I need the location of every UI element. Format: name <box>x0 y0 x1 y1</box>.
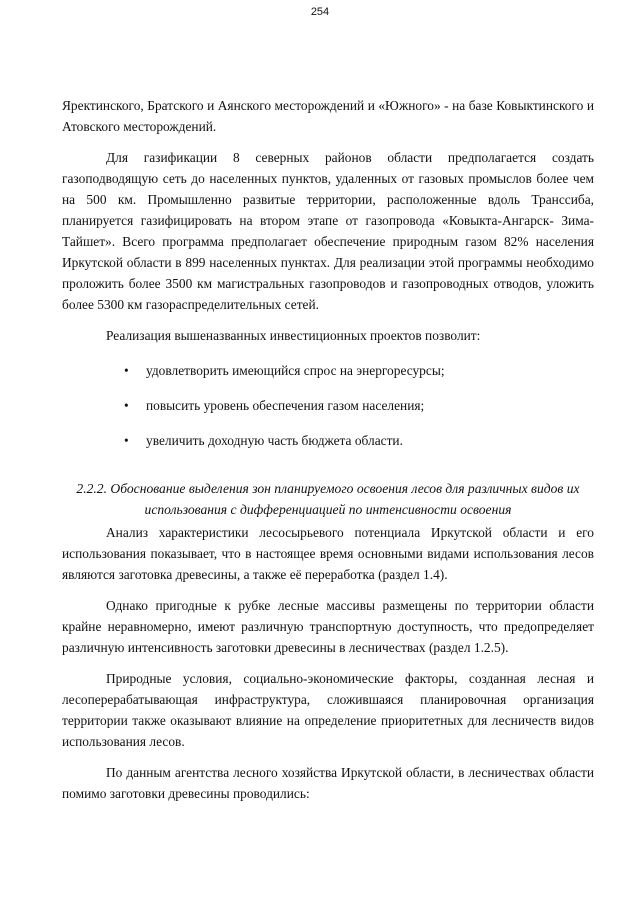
section-title: Обоснование выделения зон планируемого освоения лесов для различных видов их использования с дифференциацией по интенсивности освоения <box>110 481 580 517</box>
paragraph-natural-conditions: Природные условия, социально-экономические факторы, созданная лесная и лесоперерабатывающая инфраструктура, сложившаяся планировочная организация территории также оказывают влияние на определение приоритетных для лесничеств видов использования лесов. <box>62 671 594 749</box>
list-item <box>62 430 594 451</box>
list-item-text: повысить уровень обеспечения газом населения; <box>146 398 425 413</box>
list-item-text: удовлетворить имеющийся спрос на энергоресурсы; <box>146 363 445 378</box>
list-item <box>62 395 594 416</box>
page-number: 254 <box>310 6 330 18</box>
list-item-text: увеличить доходную часть бюджета области. <box>146 433 403 448</box>
bullet-icon: • <box>124 398 129 413</box>
bullet-icon: • <box>124 433 129 448</box>
paragraph-agency-data: По данным агентства лесного хозяйства Иркутской области, в лесничествах области помимо заготовки древесины проводились: <box>62 765 594 801</box>
list-item <box>62 360 594 381</box>
document-body <box>62 95 594 804</box>
bullet-list <box>62 360 594 451</box>
paragraph-analysis: Анализ характеристики лесосырьевого потенциала Иркутской области и его использования показывает, что в настоящее время основными видами использования лесов являются заготовка древесины, а также её переработка (раздел 1.4). <box>62 525 594 582</box>
paragraph-investment-intro: Реализация вышеназванных инвестиционных проектов позволит: <box>106 328 481 343</box>
section-number: 2.2.2. <box>76 481 107 496</box>
section-heading <box>62 478 594 520</box>
paragraph-forest-distribution: Однако пригодные к рубке лесные массивы размещены по территории области крайне неравномерно, имеют различную транспортную доступность, что предопределяет различную интенсивность заготовки древесины в лесничествах (раздел 1.2.5). <box>62 598 594 655</box>
bullet-icon: • <box>124 363 129 378</box>
paragraph-gasification: Для газификации 8 северных районов области предполагается создать газоподводящую сеть до населенных пунктов, удаленных от газовых промыслов более чем на 500 км. Промышленно развитые территории, расположенные вдоль Транссиба, планируется газифицировать на втором этапе от газопровода «Ковыкта-Ангарск- Зима- Тайшет». Всего программа предполагает обеспечение природным газом 82% населения Иркутской области в 899 населенных пунктах. Для реализации этой программы необходимо проложить более 3500 км магистральных газопроводов и газопроводных отводов, уложить более 5300 км газораспределительных сетей. <box>62 150 594 312</box>
paragraph-continuation: Яректинского, Братского и Аянского месторождений и «Южного» - на базе Ковыктинского и Атовского месторождений. <box>62 98 594 134</box>
